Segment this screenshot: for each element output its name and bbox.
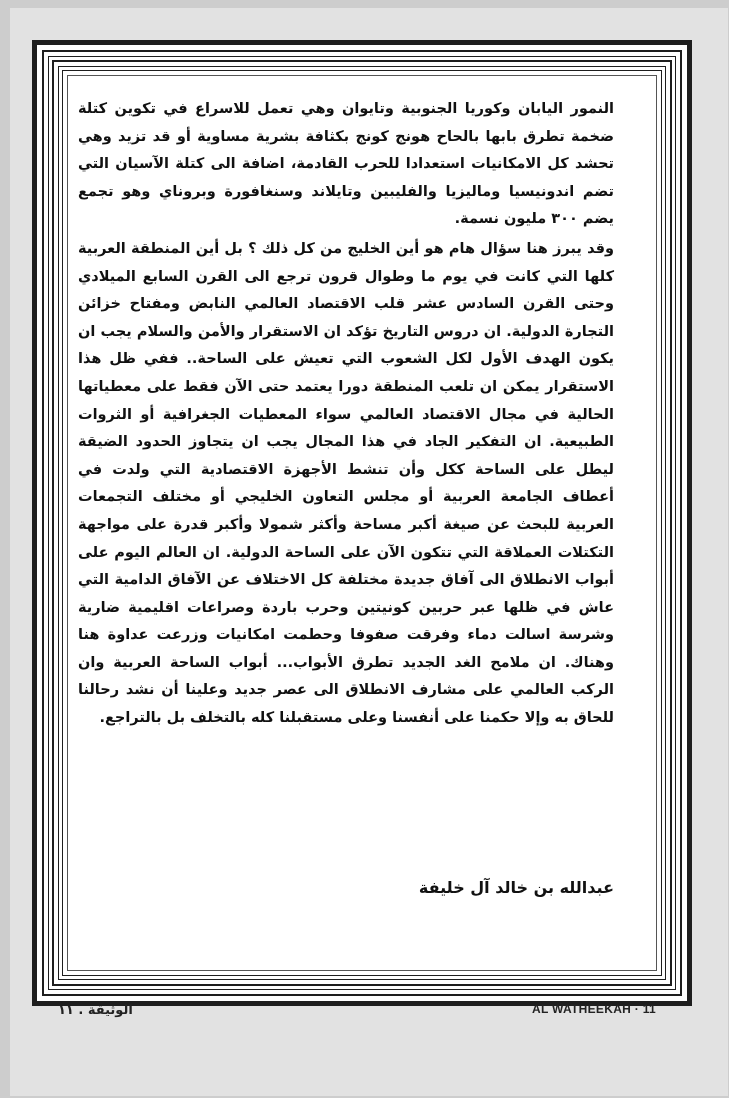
footer-page-number-arabic: الوثيقة . ١١ — [58, 1003, 133, 1018]
author-signature: عبدالله بن خالد آل خليفة — [418, 878, 614, 897]
footer-magazine-name: AL WATHEEKAH · 11 — [531, 1002, 656, 1016]
paragraph-1: النمور اليابان وكوريا الجنوبية وتايوان وهي تعمل للاسراع في تكوين كتلة ضخمة تطرق بابها بالحاح هونج كونج بكثافة بشرية مساوية أو قد تزيد وهي تحشد كل الامكانيات استعدادا للحرب القادمة، اضافة الى كتلة الآسيان التي تضم اندونيسيا وماليزيا والفليبين وتايلاند وسنغافورة وبروناي وهو تجمع يضم ٣٠٠ مليون نسمة. — [78, 101, 614, 228]
article-body — [78, 96, 614, 735]
paragraph-2: وقد يبرز هنا سؤال هام هو أين الخليج من كل ذلك ؟ بل أين المنطقة العربية كلها التي كانت في يوم ما وطوال قرون ترجع الى القرن السابع الميلادي وحتى القرن السادس عشر قلب الاقتصاد العالمي النابض ومفتاح خزائن التجارة الدولية. ان دروس التاريخ تؤكد ان الاستقرار والأمن والسلام يجب ان يكون الهدف الأول لكل الشعوب التي تعيش على الساحة.. ففي ظل هذا الاستقرار يمكن ان تلعب المنطقة دورا يعتمد حتى الآن فقط على معطياتها الحالية في مجال الاقتصاد العالمي سواء المعطيات الجغرافية أو الثروات الطبيعية. ان التفكير الجاد في هذا المجال يجب ان يتجاوز الحدود الضيقة ليطل على الساحة ككل وأن تنشط الأجهزة الاقتصادية التي ولدت في أعطاف الجامعة العربية أو مجلس التعاون الخليجي أو مختلف التجمعات العربية للبحث عن صيغة أكبر مساحة وأكثر شمولا وأكبر قدرة على مواجهة التكتلات العملاقة التي تتكون الآن على الساحة الدولية. ان العالم اليوم على أبواب الانطلاق الى آفاق جديدة مختلفة كل الاختلاف عن الآفاق الدامية التي عاش في ظلها عبر حربين كونيتين وحرب باردة وصراعات اقليمية ضارية وشرسة اسالت دماء وفرقت صفوفا وحطمت امكانيات وزرعت عداوة هنا وهناك. ان ملامح الغد الجديد تطرق الأبواب... أبواب الساحة العربية وان الركب العالمي على مشارف الانطلاق الى عصر جديد وعلينا أن نشد رحالنا للحاق به وإلا حكمنا على أنفسنا وعلى مستقبلنا كله بالتخلف بل بالتراجع. — [78, 240, 614, 727]
